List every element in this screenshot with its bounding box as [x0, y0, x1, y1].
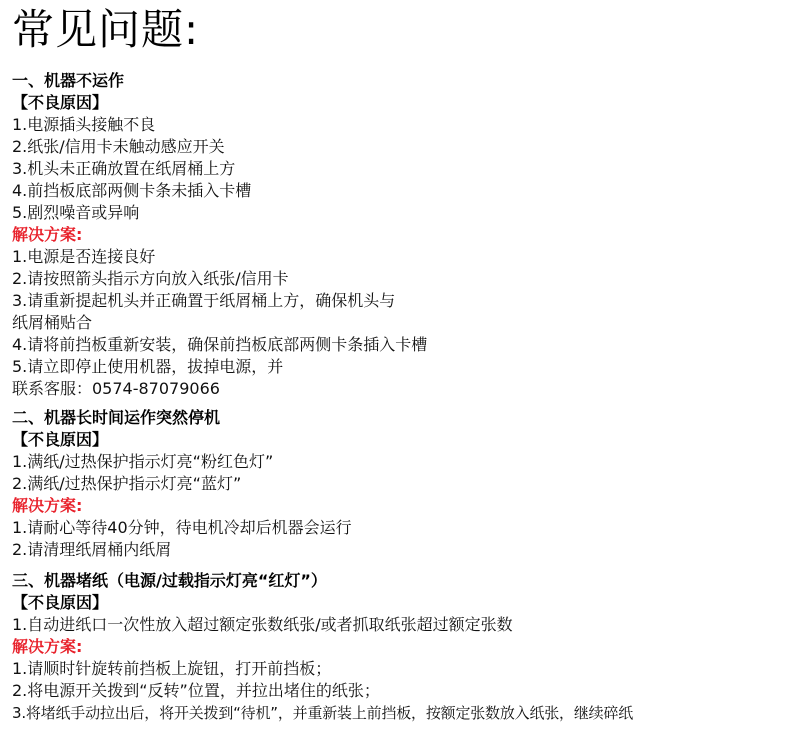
section-heading: 一、机器不运作 — [12, 71, 125, 90]
solution-item: 1.电源是否连接良好 — [12, 247, 156, 266]
solution-item: 2.将电源开关拨到“反转”位置，并拉出堵住的纸张； — [12, 681, 380, 700]
solution-item: 5.请立即停止使用机器，拔掉电源，并 — [12, 357, 284, 376]
cause-item: 1.电源插头接触不良 — [12, 115, 156, 134]
solution-item: 3.将堵纸手动拉出后，将开关拨到“待机”，并重新装上前挡板，按额定张数放入纸张，继续碎纸 — [12, 704, 634, 722]
cause-item: 2.纸张/信用卡未触动感应开关 — [12, 137, 225, 156]
cause-item: 1.自动进纸口一次性放入超过额定张数纸张/或者抓取纸张超过额定张数 — [12, 615, 513, 634]
solution-label: 解决方案: — [12, 225, 83, 244]
section-heading: 三、机器堵纸（电源/过载指示灯亮“红灯”） — [12, 571, 327, 590]
solution-item: 4.请将前挡板重新安装，确保前挡板底部两侧卡条插入卡槽 — [12, 335, 428, 354]
cause-label: 【不良原因】 — [12, 593, 109, 612]
cause-item: 5.剧烈噪音或异响 — [12, 203, 140, 222]
cause-label: 【不良原因】 — [12, 430, 109, 449]
cause-label: 【不良原因】 — [12, 93, 109, 112]
solution-item: 3.请重新提起机头并正确置于纸屑桶上方，确保机头与 — [12, 291, 396, 310]
solution-item: 纸屑桶贴合 — [12, 313, 93, 332]
customer-service-contact: 联系客服：0574-87079066 — [12, 379, 220, 398]
cause-item: 2.满纸/过热保护指示灯亮“蓝灯” — [12, 474, 242, 493]
cause-item: 1.满纸/过热保护指示灯亮“粉红色灯” — [12, 452, 274, 471]
cause-item: 3.机头未正确放置在纸屑桶上方 — [12, 159, 236, 178]
cause-item: 4.前挡板底部两侧卡条未插入卡槽 — [12, 181, 252, 200]
section-heading: 二、机器长时间运作突然停机 — [12, 408, 221, 427]
solution-label: 解决方案: — [12, 496, 83, 515]
page-title: 常见问题: — [12, 5, 200, 54]
solution-item: 1.请顺时针旋转前挡板上旋钮，打开前挡板； — [12, 659, 332, 678]
solution-item: 2.请按照箭头指示方向放入纸张/信用卡 — [12, 269, 289, 288]
solution-label: 解决方案: — [12, 637, 83, 656]
solution-item: 1.请耐心等待40分钟，待电机冷却后机器会运行 — [12, 518, 352, 537]
solution-item: 2.请清理纸屑桶内纸屑 — [12, 540, 172, 559]
